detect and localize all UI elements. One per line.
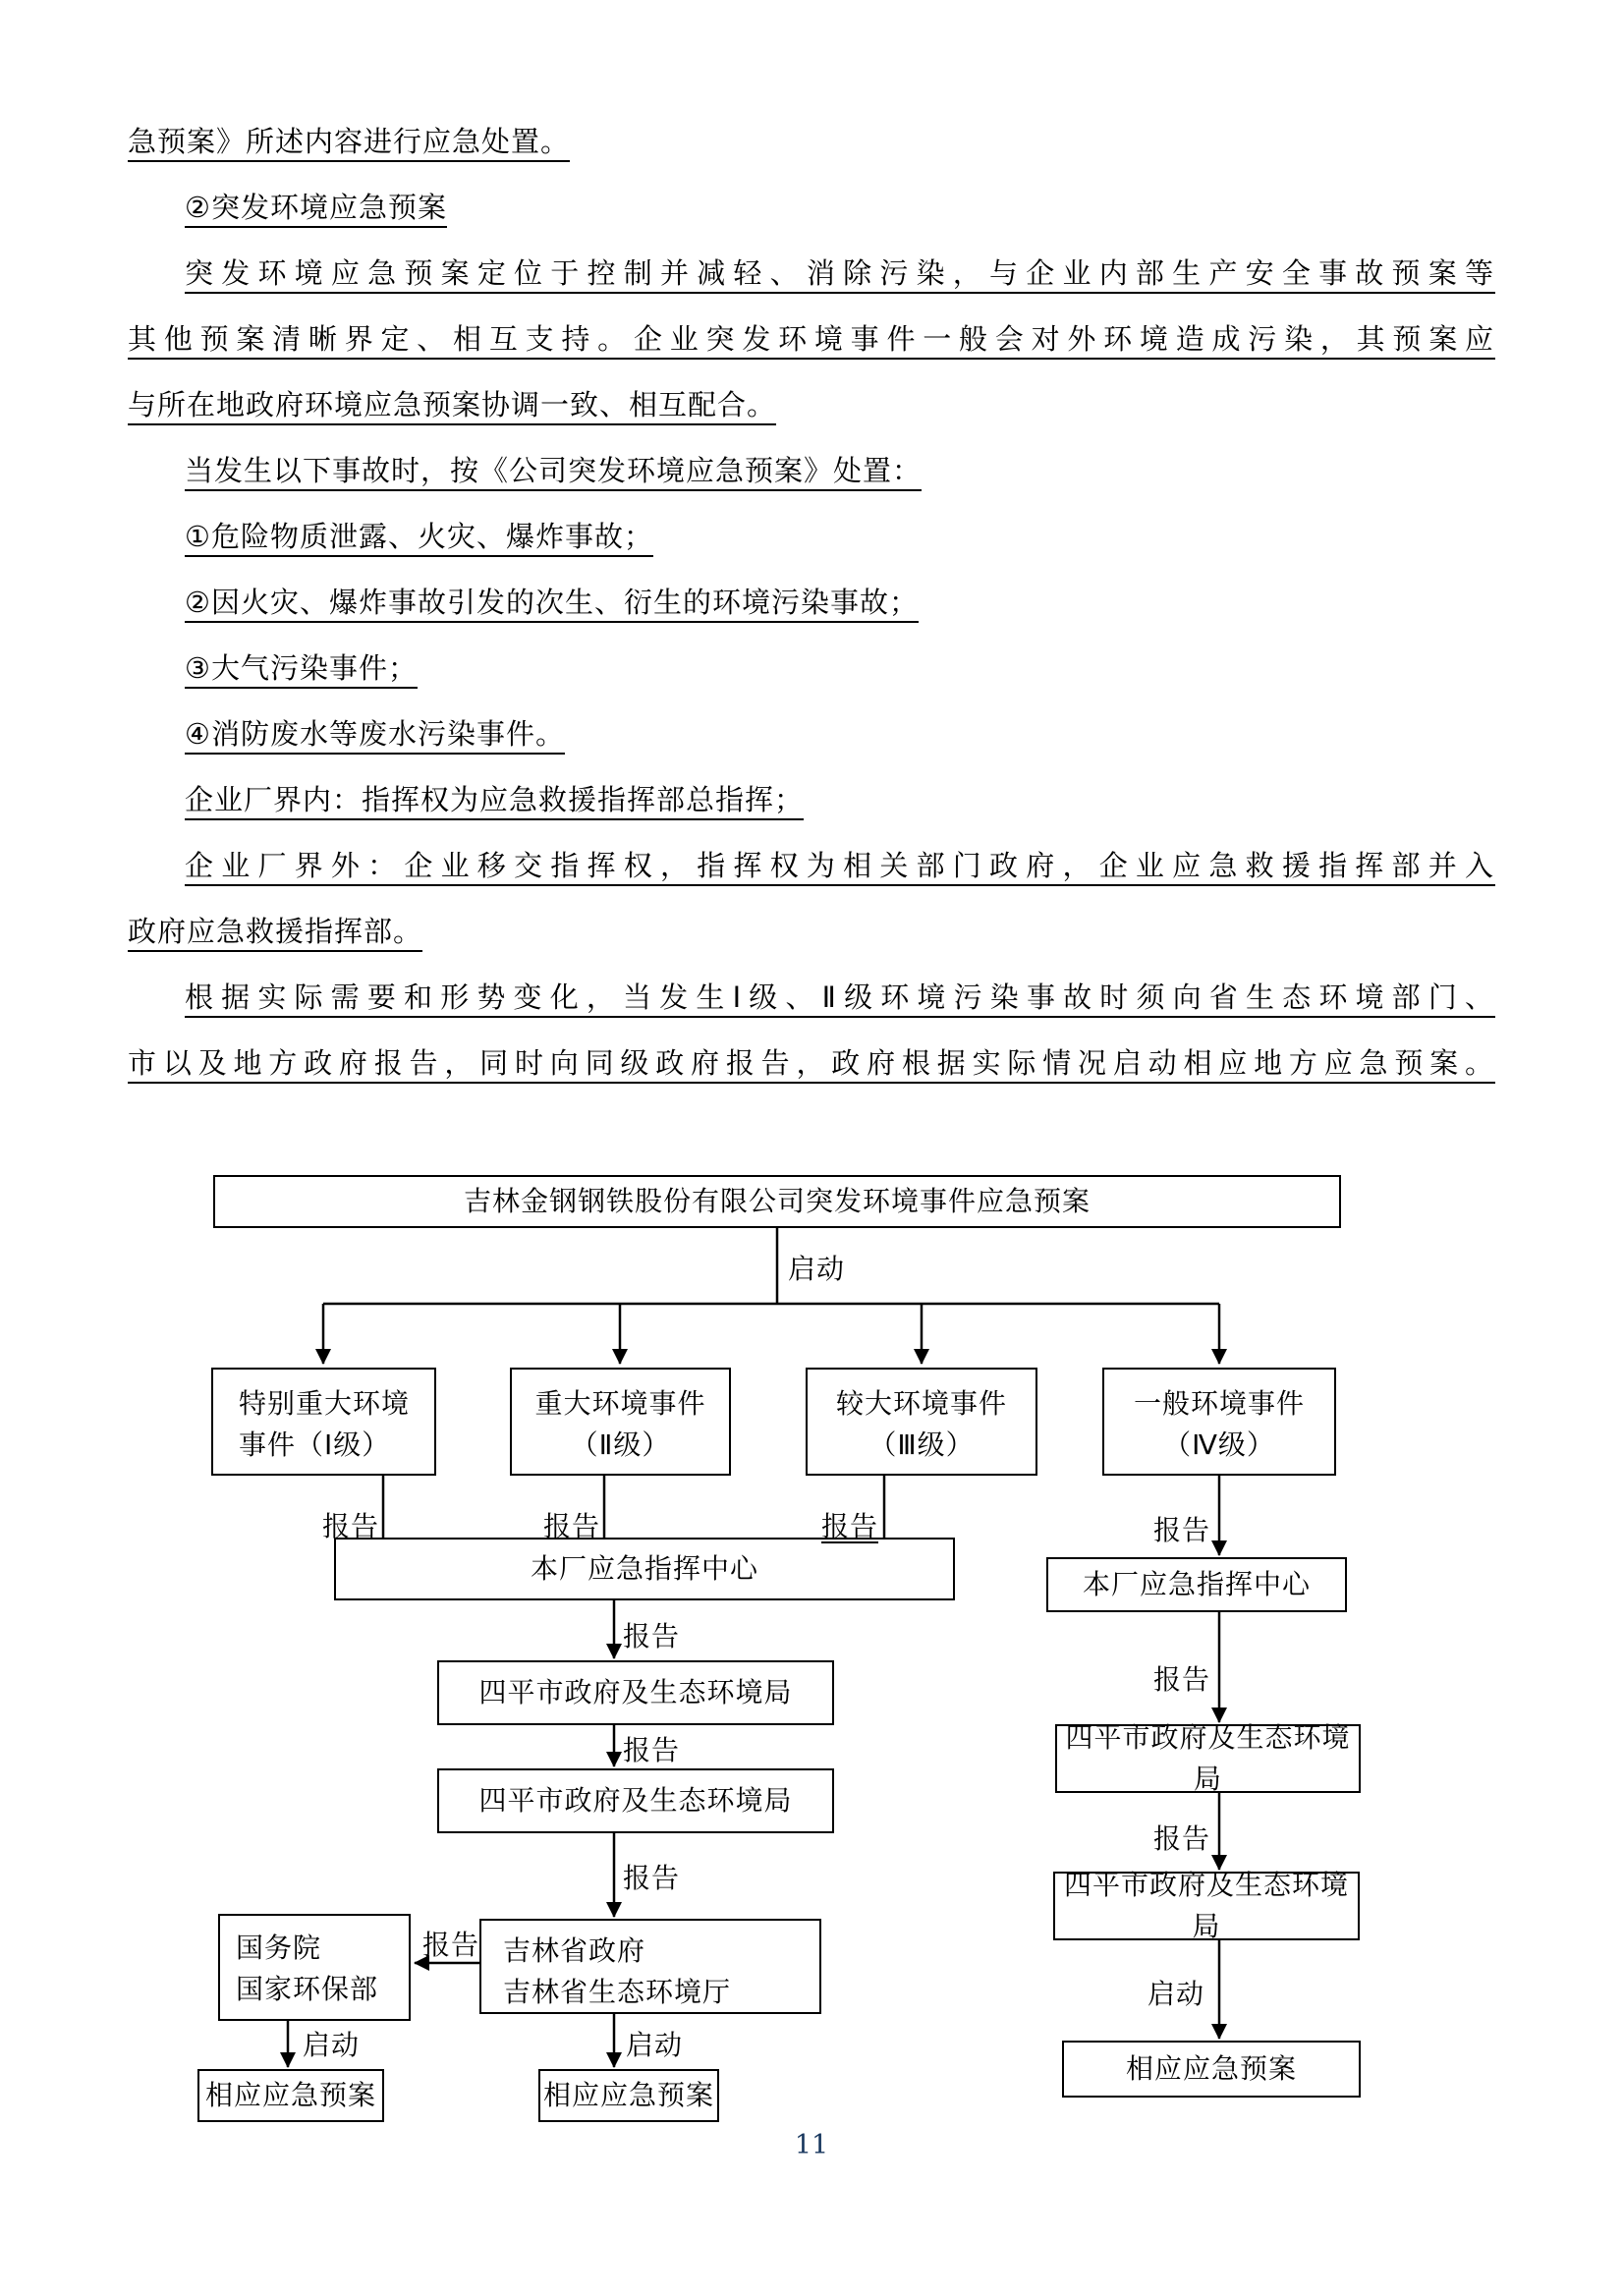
edge-label-report-l3: 报告 bbox=[821, 1510, 879, 1542]
edge-label-report-m1: 报告 bbox=[623, 1620, 681, 1652]
paragraph-line: ④消防废水等废水污染事件。 bbox=[185, 717, 565, 751]
paragraph-line: 企业厂界外：企业移交指挥权，指挥权为相关部门政府，企业应急救援指挥部并入 bbox=[185, 849, 1495, 882]
flow-box-level-2 bbox=[510, 1368, 731, 1476]
flow-box-level-4 bbox=[1102, 1368, 1336, 1476]
paragraph-line: 市以及地方政府报告，同时向同级政府报告，政府根据实际情况启动相应地方应急预案。 bbox=[128, 1046, 1495, 1080]
flow-box-plant-command-left-label: 本厂应急指挥中心 bbox=[530, 1552, 758, 1585]
flow-box-level-3-line1: 较大环境事件 bbox=[835, 1387, 1007, 1420]
flow-box-plant-command-left bbox=[334, 1538, 955, 1600]
edge-label-start-top: 启动 bbox=[788, 1253, 846, 1285]
flow-box-response-plan-left bbox=[197, 2069, 384, 2122]
edge-label-report-m2: 报告 bbox=[623, 1734, 681, 1766]
edge-label-report-r1: 报告 bbox=[1153, 1514, 1211, 1546]
flow-box-jilin-province-line2: 吉林省生态环境厅 bbox=[503, 1976, 732, 2008]
flow-box-siping-right-2 bbox=[1053, 1869, 1360, 1942]
flow-box-jilin-province-line1: 吉林省政府 bbox=[503, 1934, 646, 1967]
paragraph-line: 企业厂界内：指挥权为应急救援指挥部总指挥； bbox=[185, 783, 805, 816]
edge-label-report-to-state: 报告 bbox=[422, 1929, 480, 1961]
flow-box-siping-right-1 bbox=[1055, 1721, 1361, 1795]
paragraph-line: 突发环境应急预案定位于控制并减轻、消除污染，与企业内部生产安全事故预案等 bbox=[185, 256, 1495, 290]
paragraph-line: ②突发环境应急预案 bbox=[185, 191, 447, 224]
flow-box-level-1 bbox=[211, 1368, 436, 1476]
edge-label-report-r3: 报告 bbox=[1153, 1822, 1211, 1855]
flow-box-plant-command-right-label: 本厂应急指挥中心 bbox=[1082, 1568, 1311, 1600]
paragraph-line: 当发生以下事故时，按《公司突发环境应急预案》处置： bbox=[185, 454, 923, 487]
flow-box-level-1-line1: 特别重大环境 bbox=[239, 1387, 411, 1420]
flow-box-siping-left-2-label: 四平市政府及生态环境局 bbox=[478, 1784, 793, 1817]
page-number: 11 bbox=[794, 2130, 829, 2160]
flow-box-jilin-province bbox=[479, 1919, 821, 2014]
flow-box-response-plan-right bbox=[1062, 2041, 1361, 2098]
paragraph-line: 与所在地政府环境应急预案协调一致、相互配合。 bbox=[128, 388, 777, 421]
flow-box-response-plan-mid-label: 相应应急预案 bbox=[542, 2079, 714, 2111]
paragraph-line: 其他预案清晰界定、相互支持。企业突发环境事件一般会对外环境造成污染，其预案应 bbox=[128, 322, 1495, 356]
edge-label-start-right: 启动 bbox=[1147, 1978, 1205, 2010]
paragraph-line: ③大气污染事件； bbox=[185, 651, 418, 685]
flow-box-level-2-line2: （Ⅱ级） bbox=[570, 1428, 671, 1461]
flow-box-company-plan bbox=[213, 1175, 1341, 1228]
edge-label-report-m3: 报告 bbox=[623, 1862, 681, 1894]
edge-label-report-l1: 报告 bbox=[322, 1510, 380, 1542]
flow-box-siping-left-1 bbox=[437, 1660, 834, 1725]
flow-box-level-4-line2: （Ⅳ级） bbox=[1163, 1428, 1275, 1461]
flow-box-response-plan-left-label: 相应应急预案 bbox=[204, 2079, 376, 2111]
flow-box-company-plan-label: 吉林金钢钢铁股份有限公司突发环境事件应急预案 bbox=[463, 1185, 1091, 1217]
edge-label-report-r2: 报告 bbox=[1153, 1663, 1211, 1696]
flow-box-siping-left-2 bbox=[437, 1768, 834, 1833]
edge-label-start-left: 启动 bbox=[303, 2029, 361, 2061]
flow-box-level-3-line2: （Ⅲ级） bbox=[868, 1428, 975, 1461]
flow-box-state-council-line2: 国家环保部 bbox=[236, 1973, 379, 2005]
flow-box-plant-command-right bbox=[1046, 1557, 1347, 1612]
edge-label-start-mid: 启动 bbox=[626, 2029, 684, 2061]
flow-box-level-1-line2: 事件（Ⅰ级） bbox=[239, 1428, 391, 1461]
paragraph-line: 根据实际需要和形势变化，当发生Ⅰ级、Ⅱ级环境污染事故时须向省生态环境部门、 bbox=[185, 980, 1495, 1014]
flow-box-siping-right-2-label: 四平市政府及生态环境局 bbox=[1063, 1869, 1349, 1942]
flow-box-response-plan-mid bbox=[538, 2069, 719, 2122]
flow-box-siping-right-1-label: 四平市政府及生态环境局 bbox=[1065, 1721, 1351, 1795]
paragraph-line: 政府应急救援指挥部。 bbox=[128, 915, 423, 948]
flow-box-level-3 bbox=[806, 1368, 1037, 1476]
paragraph-line: ①危险物质泄露、火灾、爆炸事故； bbox=[185, 520, 653, 553]
flow-box-level-2-line1: 重大环境事件 bbox=[534, 1387, 706, 1420]
flow-box-state-council bbox=[218, 1914, 411, 2021]
edge-label-report-l2: 报告 bbox=[543, 1510, 601, 1542]
paragraph-line: ②因火灾、爆炸事故引发的次生、衍生的环境污染事故； bbox=[185, 586, 919, 619]
flow-box-response-plan-right-label: 相应应急预案 bbox=[1125, 2052, 1297, 2085]
flow-box-siping-left-1-label: 四平市政府及生态环境局 bbox=[478, 1676, 793, 1708]
flow-box-level-4-line1: 一般环境事件 bbox=[1133, 1387, 1305, 1420]
flow-box-state-council-line1: 国务院 bbox=[236, 1932, 322, 1964]
paragraph-line: 急预案》所述内容进行应急处置。 bbox=[128, 125, 571, 158]
